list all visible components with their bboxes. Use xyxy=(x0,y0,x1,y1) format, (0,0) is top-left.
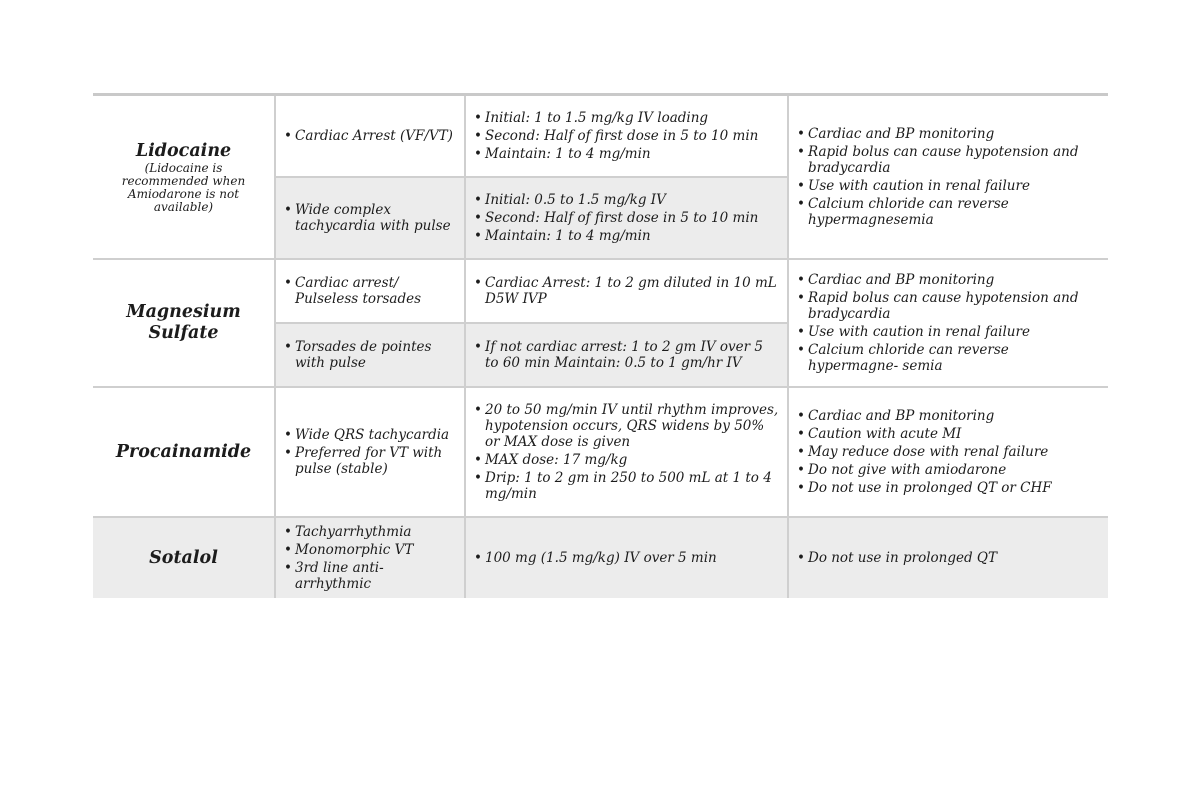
list-item: • Wide complex tachycardia with pulse xyxy=(284,202,456,234)
drug-cell-procainamide xyxy=(93,388,276,518)
indication-cell xyxy=(276,178,466,260)
indication-cell xyxy=(276,324,466,388)
list-item: • May reduce dose with renal failure xyxy=(797,444,1100,460)
list-item: • MAX dose: 17 mg/kg xyxy=(474,452,779,468)
notes-cell xyxy=(789,96,1108,260)
notes-cell xyxy=(789,260,1108,388)
list-item: • Caution with acute MI xyxy=(797,426,1100,442)
list-item: • Wide QRS tachycardia xyxy=(284,427,456,443)
list-item: • Rapid bolus can cause hypotension and bradycardia xyxy=(797,144,1100,176)
dosing-cell xyxy=(466,96,789,178)
list-item: • Tachyarrhythmia xyxy=(284,524,456,540)
indication-cell xyxy=(276,96,466,178)
drug-note: (Lidocaine is recommended when Amiodarone is not available) xyxy=(121,160,246,214)
list-item: • Use with caution in renal failure xyxy=(797,178,1100,194)
list-item: • If not cardiac arrest: 1 to 2 gm IV over 5 to 60 min Maintain: 0.5 to 1 gm/hr IV xyxy=(474,339,779,371)
list-item: • Calcium chloride can reverse hypermagne- semia xyxy=(797,342,1100,374)
drug-name: Magnesium Sulfate xyxy=(126,302,241,343)
drug-name: Procainamide xyxy=(115,441,252,462)
indication-cell xyxy=(276,260,466,324)
medication-table xyxy=(93,93,1108,595)
list-item: • Cardiac and BP monitoring xyxy=(797,272,1100,288)
list-item: • Initial: 1 to 1.5 mg/kg IV loading xyxy=(474,110,779,126)
list-item: • 20 to 50 mg/min IV until rhythm improves, hypotension occurs, QRS widens by 50% or MAX dose is given xyxy=(474,402,779,450)
drug-name: Lidocaine xyxy=(135,140,232,161)
list-item: • Cardiac Arrest: 1 to 2 gm diluted in 10 mL D5W IVP xyxy=(474,275,779,307)
list-item: • Maintain: 1 to 4 mg/min xyxy=(474,228,779,244)
list-item: • Cardiac Arrest (VF/VT) xyxy=(284,128,456,144)
list-item: • Preferred for VT with pulse (stable) xyxy=(284,445,456,477)
notes-cell xyxy=(789,518,1108,598)
list-item: • Do not give with amiodarone xyxy=(797,462,1100,478)
list-item: • Cardiac and BP monitoring xyxy=(797,126,1100,142)
list-item: • Maintain: 1 to 4 mg/min xyxy=(474,146,779,162)
indication-cell xyxy=(276,388,466,518)
list-item: • 3rd line anti-arrhythmic xyxy=(284,560,456,592)
list-item: • Rapid bolus can cause hypotension and bradycardia xyxy=(797,290,1100,322)
list-item: • Use with caution in renal failure xyxy=(797,324,1100,340)
list-item: • Drip: 1 to 2 gm in 250 to 500 mL at 1 to 4 mg/min xyxy=(474,470,779,502)
drug-cell-magnesium-sulfate xyxy=(93,260,276,388)
drug-cell-lidocaine xyxy=(93,96,276,260)
dosing-cell xyxy=(466,518,789,598)
list-item: • Cardiac arrest/ Pulseless torsades xyxy=(284,275,456,307)
list-item: • Do not use in prolonged QT or CHF xyxy=(797,480,1100,496)
list-item: • 100 mg (1.5 mg/kg) IV over 5 min xyxy=(474,550,779,566)
list-item: • Do not use in prolonged QT xyxy=(797,550,1100,566)
list-item: • Torsades de pointes with pulse xyxy=(284,339,456,371)
list-item: • Second: Half of first dose in 5 to 10 min xyxy=(474,210,779,226)
list-item: • Calcium chloride can reverse hypermagnesemia xyxy=(797,196,1100,228)
list-item: • Monomorphic VT xyxy=(284,542,456,558)
dosing-cell xyxy=(466,324,789,388)
list-item: • Initial: 0.5 to 1.5 mg/kg IV xyxy=(474,192,779,208)
dosing-cell xyxy=(466,178,789,260)
notes-cell xyxy=(789,388,1108,518)
drug-name: Sotalol xyxy=(149,547,218,568)
dosing-cell xyxy=(466,388,789,518)
list-item: • Cardiac and BP monitoring xyxy=(797,408,1100,424)
dosing-cell xyxy=(466,260,789,324)
list-item: • Second: Half of first dose in 5 to 10 min xyxy=(474,128,779,144)
drug-cell-sotalol xyxy=(93,518,276,598)
indication-cell xyxy=(276,518,466,598)
